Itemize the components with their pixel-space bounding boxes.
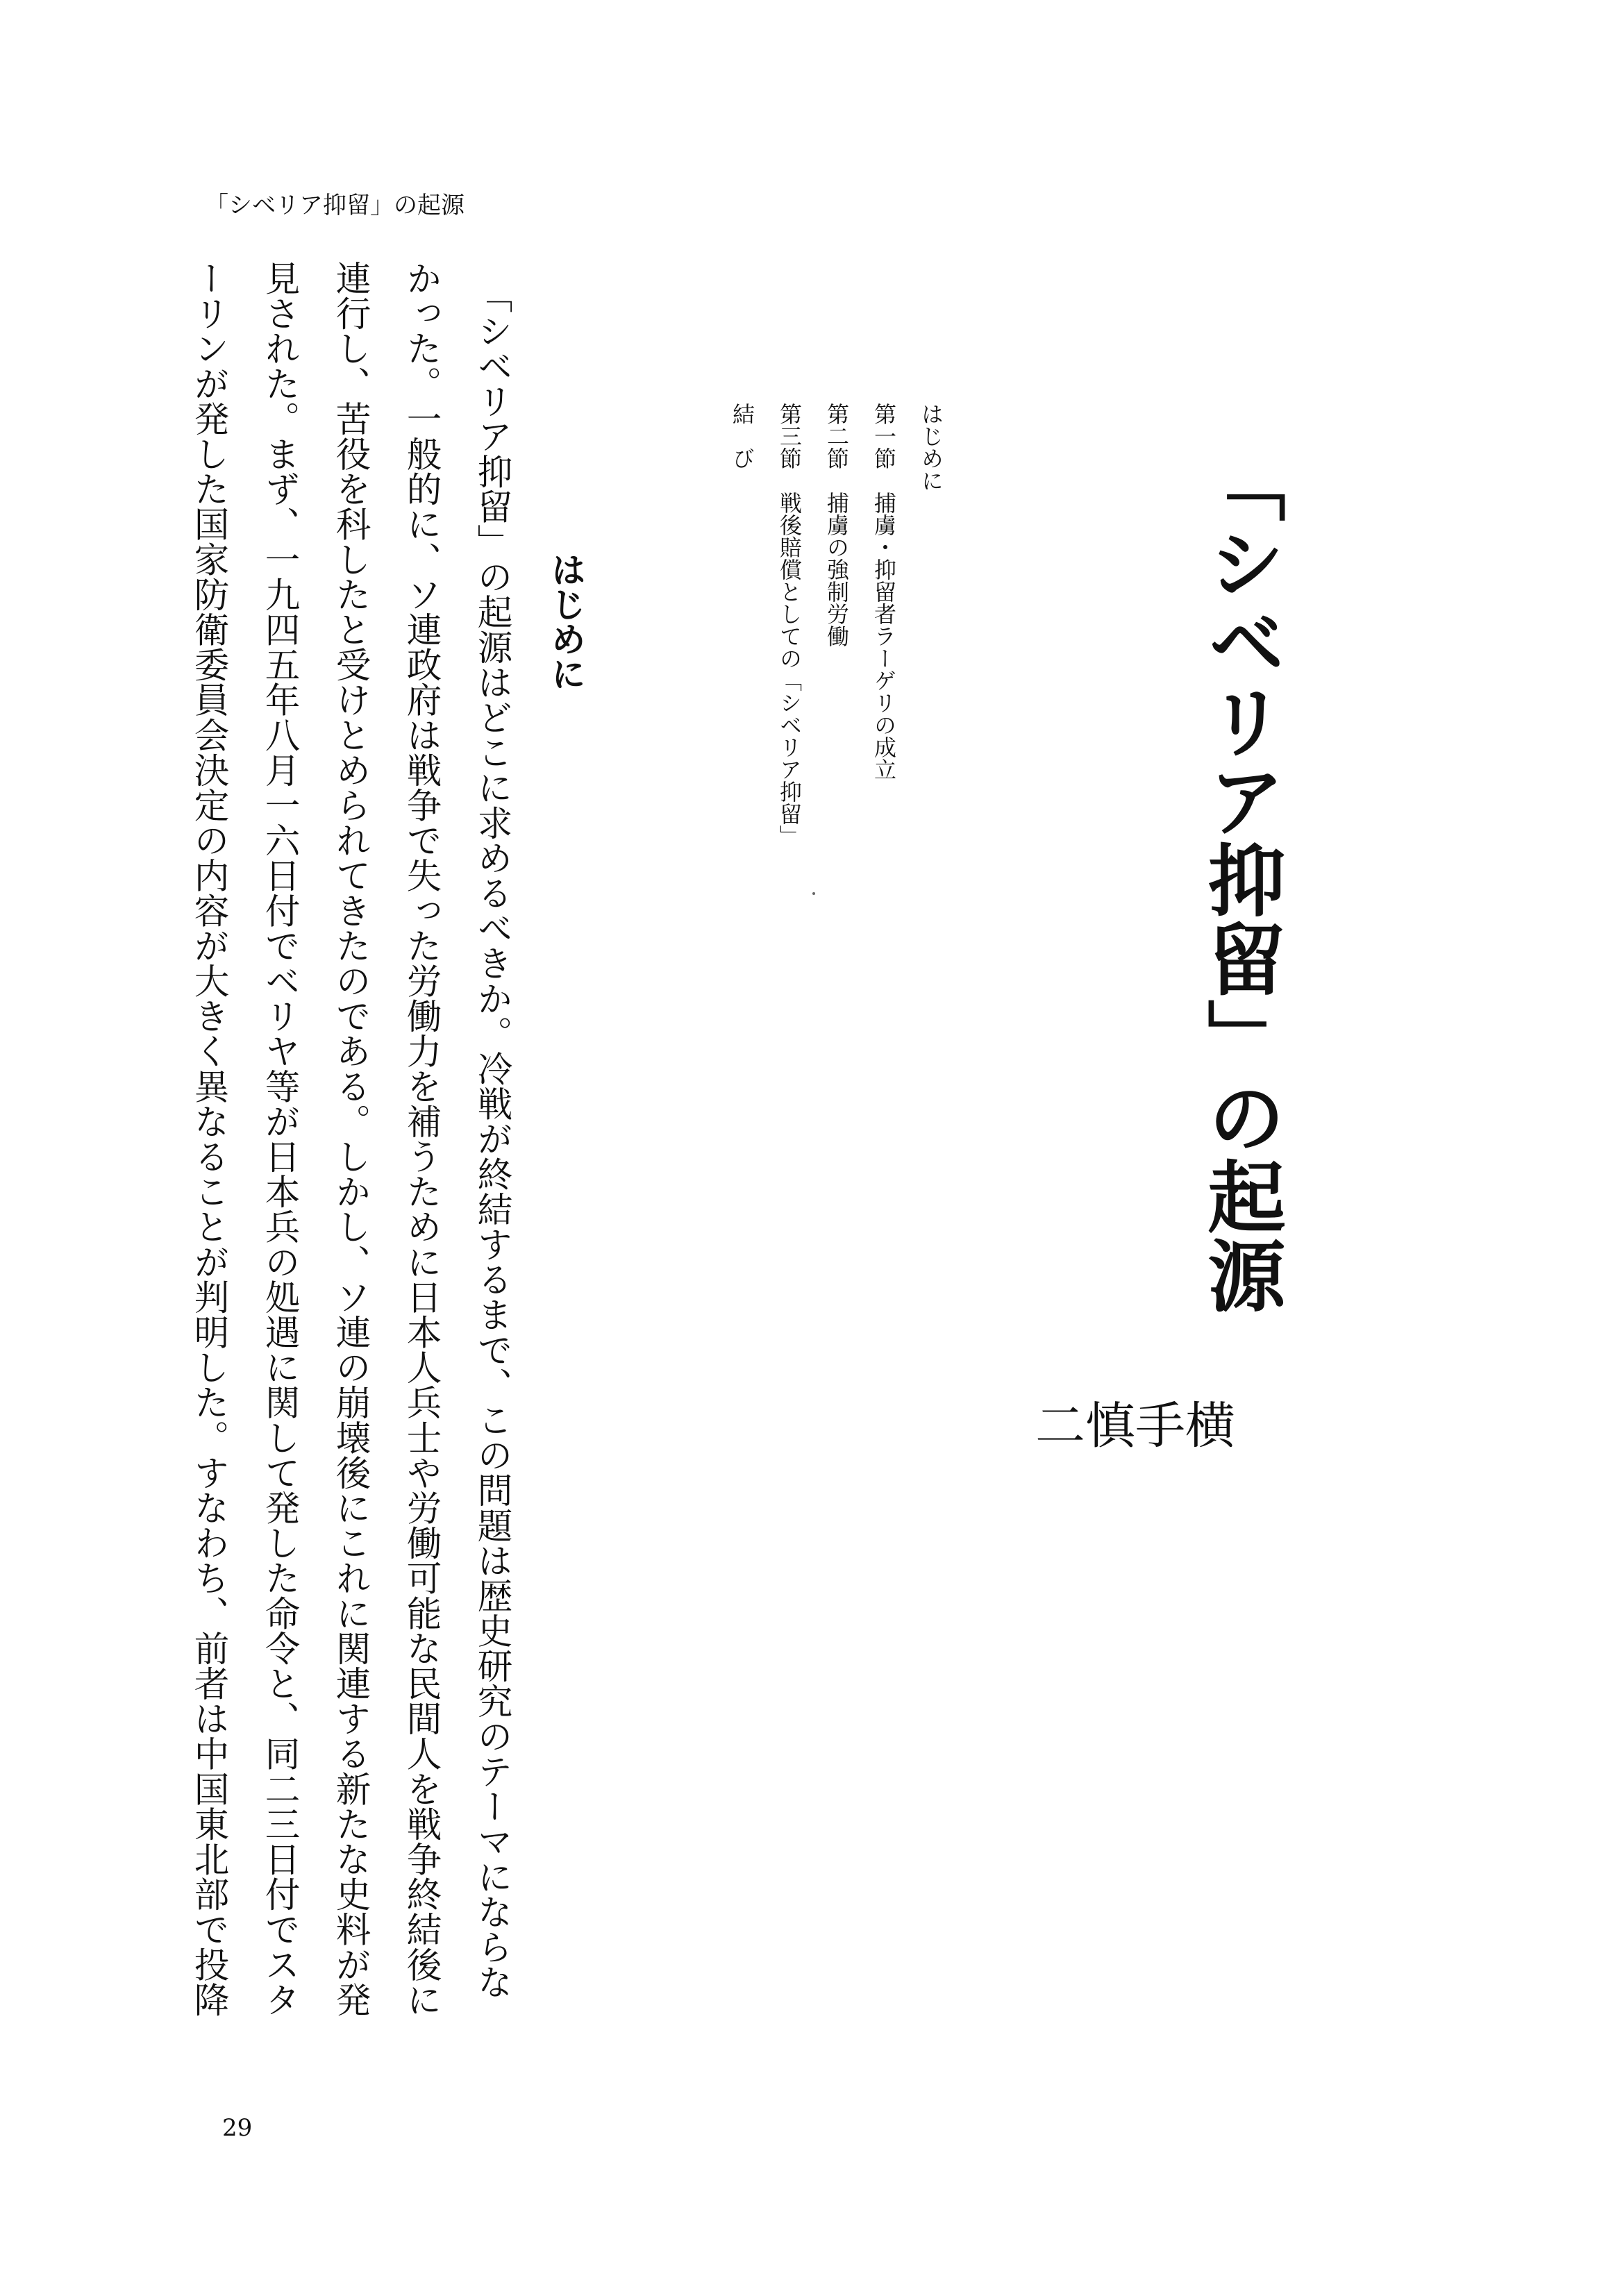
toc-item: はじめに [918, 403, 944, 492]
body-line: 連行し、苦役を科したと受けとめられてきたのである。しかし、ソ連の崩壊後にこれに関連する新たな史料が発 [331, 260, 371, 2017]
author-name [1027, 1399, 1235, 1996]
author-char: 横 [1177, 1399, 1235, 1449]
body-line: 見された。まず、一九四五年八月一六日付でベリヤ等が日本兵の処遇に関して発した命令と、同二三日付でスタ [260, 260, 301, 2017]
scan-speck [812, 892, 815, 895]
section-heading: はじめに [546, 552, 587, 691]
author-char: 手 [1127, 1399, 1185, 1449]
table-of-contents [719, 403, 955, 958]
author-char: 慎 [1077, 1399, 1135, 1449]
body-line: ーリンが発した国家防衛委員会決定の内容が大きく異なることが判明した。すなわち、前者は中国東北部で投降 [189, 260, 230, 2017]
author-char: 二 [1027, 1399, 1085, 1449]
toc-item: 第三節 戦後賠償としての「シベリア抑留」 [776, 403, 803, 847]
page-number: 29 [222, 2114, 253, 2142]
toc-item: 結 び [729, 403, 755, 469]
article-title: 「シベリア抑留」の起源 [1195, 444, 1286, 1315]
running-head: 「シベリア抑留」の起源 [205, 192, 465, 219]
toc-item: 第一節 捕虜・抑留者ラーゲリの成立 [871, 403, 897, 780]
body-text [174, 260, 528, 2017]
body-line: 「シベリア抑留」の起源はどこに求めるべきか。冷戦が終結するまで、この問題は歴史研究のテーマにならな [472, 260, 513, 2000]
toc-item: 第二節 捕虜の強制労働 [823, 403, 850, 647]
body-line: かった。一般的に、ソ連政府は戦争で失った労働力を補うために日本人兵士や労働可能な民間人を戦争終結後に [401, 260, 442, 2017]
